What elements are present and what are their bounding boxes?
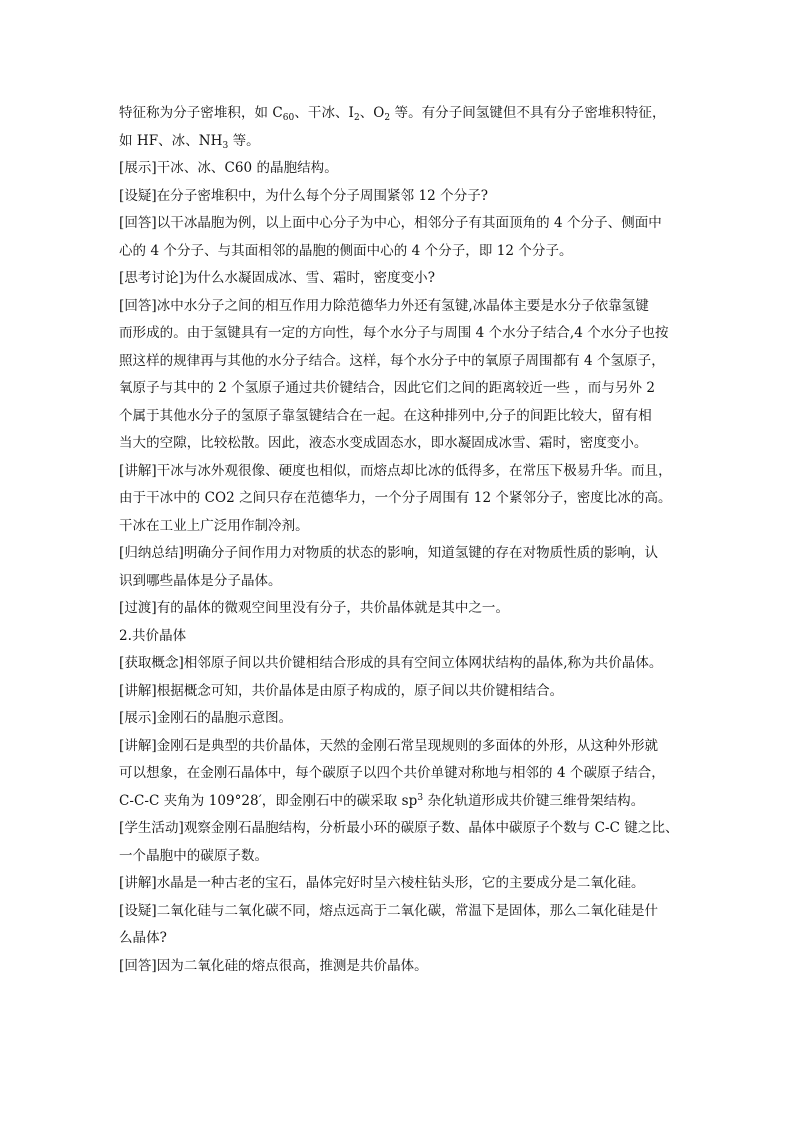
text-segment: 如 HF、冰、NH: [119, 132, 223, 149]
text-segment: [回答]冰中水分子之间的相互作用力除范德华力外还有氢键,冰晶体主要是水分子依靠氢键: [119, 297, 649, 314]
text-segment: [讲解]水晶是一种古老的宝石，晶体完好时呈六棱柱钻头形，它的主要成分是二氧化硅。: [119, 875, 645, 891]
text-segment: 特征称为分子密堆积，如 C: [119, 105, 283, 121]
text-segment: [获取概念]相邻原子间以共价键相结合形成的具有空间立体网状结构的晶体,称为共价晶体。: [119, 655, 663, 671]
text-line: [119, 210, 679, 238]
text-segment: 、O: [359, 105, 385, 121]
text-line: [119, 650, 679, 678]
text-line: [119, 375, 679, 403]
text-segment: 等。有分子间氢键但不具有分子密堆积特征，: [390, 105, 666, 121]
text-segment: [设疑]二氧化硅与二氧化碳不同，熔点远高于二氧化碳，常温下是固体，那么二氧化硅是什: [119, 902, 659, 919]
text-line: [119, 403, 679, 431]
text-segment: 2.共价晶体: [119, 627, 187, 644]
text-segment: 个属于其他水分子的氢原子靠氢键结合在一起。在这种排列中,分子的间距比较大，留有相: [119, 407, 652, 424]
text-line: [119, 898, 679, 926]
text-line: [119, 540, 679, 568]
text-segment: [回答]以干冰晶胞为例，以上面中心分子为中心，相邻分子有其面顶角的 4 个分子、侧面中: [119, 215, 662, 231]
text-segment: [讲解]金刚石是典型的共价晶体，天然的金刚石常呈现规则的多面体的外形，从这种外形就: [119, 737, 659, 754]
text-segment: [过渡]有的晶体的微观空间里没有分子，共价晶体就是其中之一。: [119, 600, 510, 616]
text-line: [119, 320, 679, 348]
text-segment: 照这样的规律再与其他的水分子结合。这样，每个水分子中的氧原子周围都有 4 个氢原子，: [119, 352, 665, 369]
text-segment: 氧原子与其中的 2 个氢原子通过共价键结合，因此它们之间的距离较近一些 ，而与另外 2: [119, 380, 655, 396]
text-line: [119, 678, 679, 706]
text-line: [119, 485, 679, 513]
text-segment: 由于干冰中的 CO2 之间只存在范德华力，一个分子周围有 12 个紧邻分子，密度比冰的高。: [119, 490, 672, 506]
text-segment: [归纳总结]明确分子间作用力对物质的状态的影响，知道氢键的存在对物质性质的影响，认: [119, 545, 659, 561]
text-segment: [展示]干冰、冰、C60 的晶胞结构。: [119, 160, 338, 176]
text-line: [119, 458, 679, 486]
text-line: [119, 843, 679, 871]
text-segment: 等。: [228, 132, 260, 149]
text-line: [119, 348, 679, 376]
text-segment: [回答]因为二氧化硅的熔点很高，推测是共价晶体。: [119, 957, 428, 974]
text-line: [119, 513, 679, 541]
document-body: [119, 100, 679, 980]
text-segment: [讲解]干冰与冰外观很像、硬度也相似，而熔点却比冰的低得多，在常压下极易升华。而且，: [119, 462, 672, 479]
text-line: [119, 595, 679, 623]
text-segment: 识到哪些晶体是分子晶体。: [119, 572, 282, 589]
text-line: [119, 183, 679, 211]
subscript: 2: [353, 113, 360, 123]
text-line: [119, 155, 679, 183]
subscript: 2: [384, 113, 391, 123]
superscript: 3: [417, 792, 424, 803]
text-line: [119, 733, 679, 761]
text-line: [119, 128, 679, 156]
text-segment: 可以想象，在金刚石晶体中，每个碳原子以四个共价单键对称地与相邻的 4 个碳原子结合，: [119, 765, 665, 781]
text-segment: 干冰在工业上广泛用作制冷剂。: [119, 517, 309, 534]
text-line: [119, 815, 679, 843]
text-segment: 杂化轨道形成共价键三维骨架结构。: [423, 792, 645, 809]
text-line: [119, 788, 679, 816]
text-line: [119, 293, 679, 321]
text-line: [119, 705, 679, 733]
text-segment: [展示]金刚石的晶胞示意图。: [119, 710, 293, 726]
text-segment: 而形成的。由于氢键具有一定的方向性，每个水分子与周围 4 个水分子结合,4 个水分子也按: [119, 325, 669, 341]
text-line: [119, 568, 679, 596]
text-line: [119, 870, 679, 898]
text-segment: [设疑]在分子密堆积中，为什么每个分子周围紧邻 12 个分子?: [119, 187, 489, 204]
text-line: [119, 265, 679, 293]
text-segment: 一个晶胞中的碳原子数。: [119, 847, 269, 864]
text-line: [119, 623, 679, 651]
text-line: [119, 430, 679, 458]
text-segment: [学生活动]观察金刚石晶胞结构，分析最小环的碳原子数、晶体中碳原子个数与 C-C 键之比、: [119, 820, 679, 836]
text-segment: 么晶体?: [119, 930, 167, 946]
subscript: 60: [282, 113, 295, 123]
text-line: [119, 760, 679, 788]
subscript: 3: [222, 140, 229, 151]
text-line: [119, 925, 679, 953]
text-segment: 当大的空隙，比较松散。因此，液态水变成固态水，即水凝固成冰雪、霜时，密度变小。: [119, 435, 648, 451]
text-segment: C-C-C 夹角为 109°28′，即金刚石中的碳采取 sp: [119, 792, 418, 809]
text-line: [119, 100, 679, 128]
text-segment: [思考讨论]为什么水凝固成冰、雪、霜时，密度变小?: [119, 270, 436, 286]
text-segment: 、干冰、I: [294, 105, 354, 121]
text-line: [119, 238, 679, 266]
text-line: [119, 953, 679, 981]
text-segment: [讲解]根据概念可知，共价晶体是由原子构成的，原子间以共价键相结合。: [119, 682, 564, 699]
text-segment: 心的 4 个分子、与其面相邻的晶胞的侧面中心的 4 个分子，即 12 个分子。: [119, 242, 573, 259]
